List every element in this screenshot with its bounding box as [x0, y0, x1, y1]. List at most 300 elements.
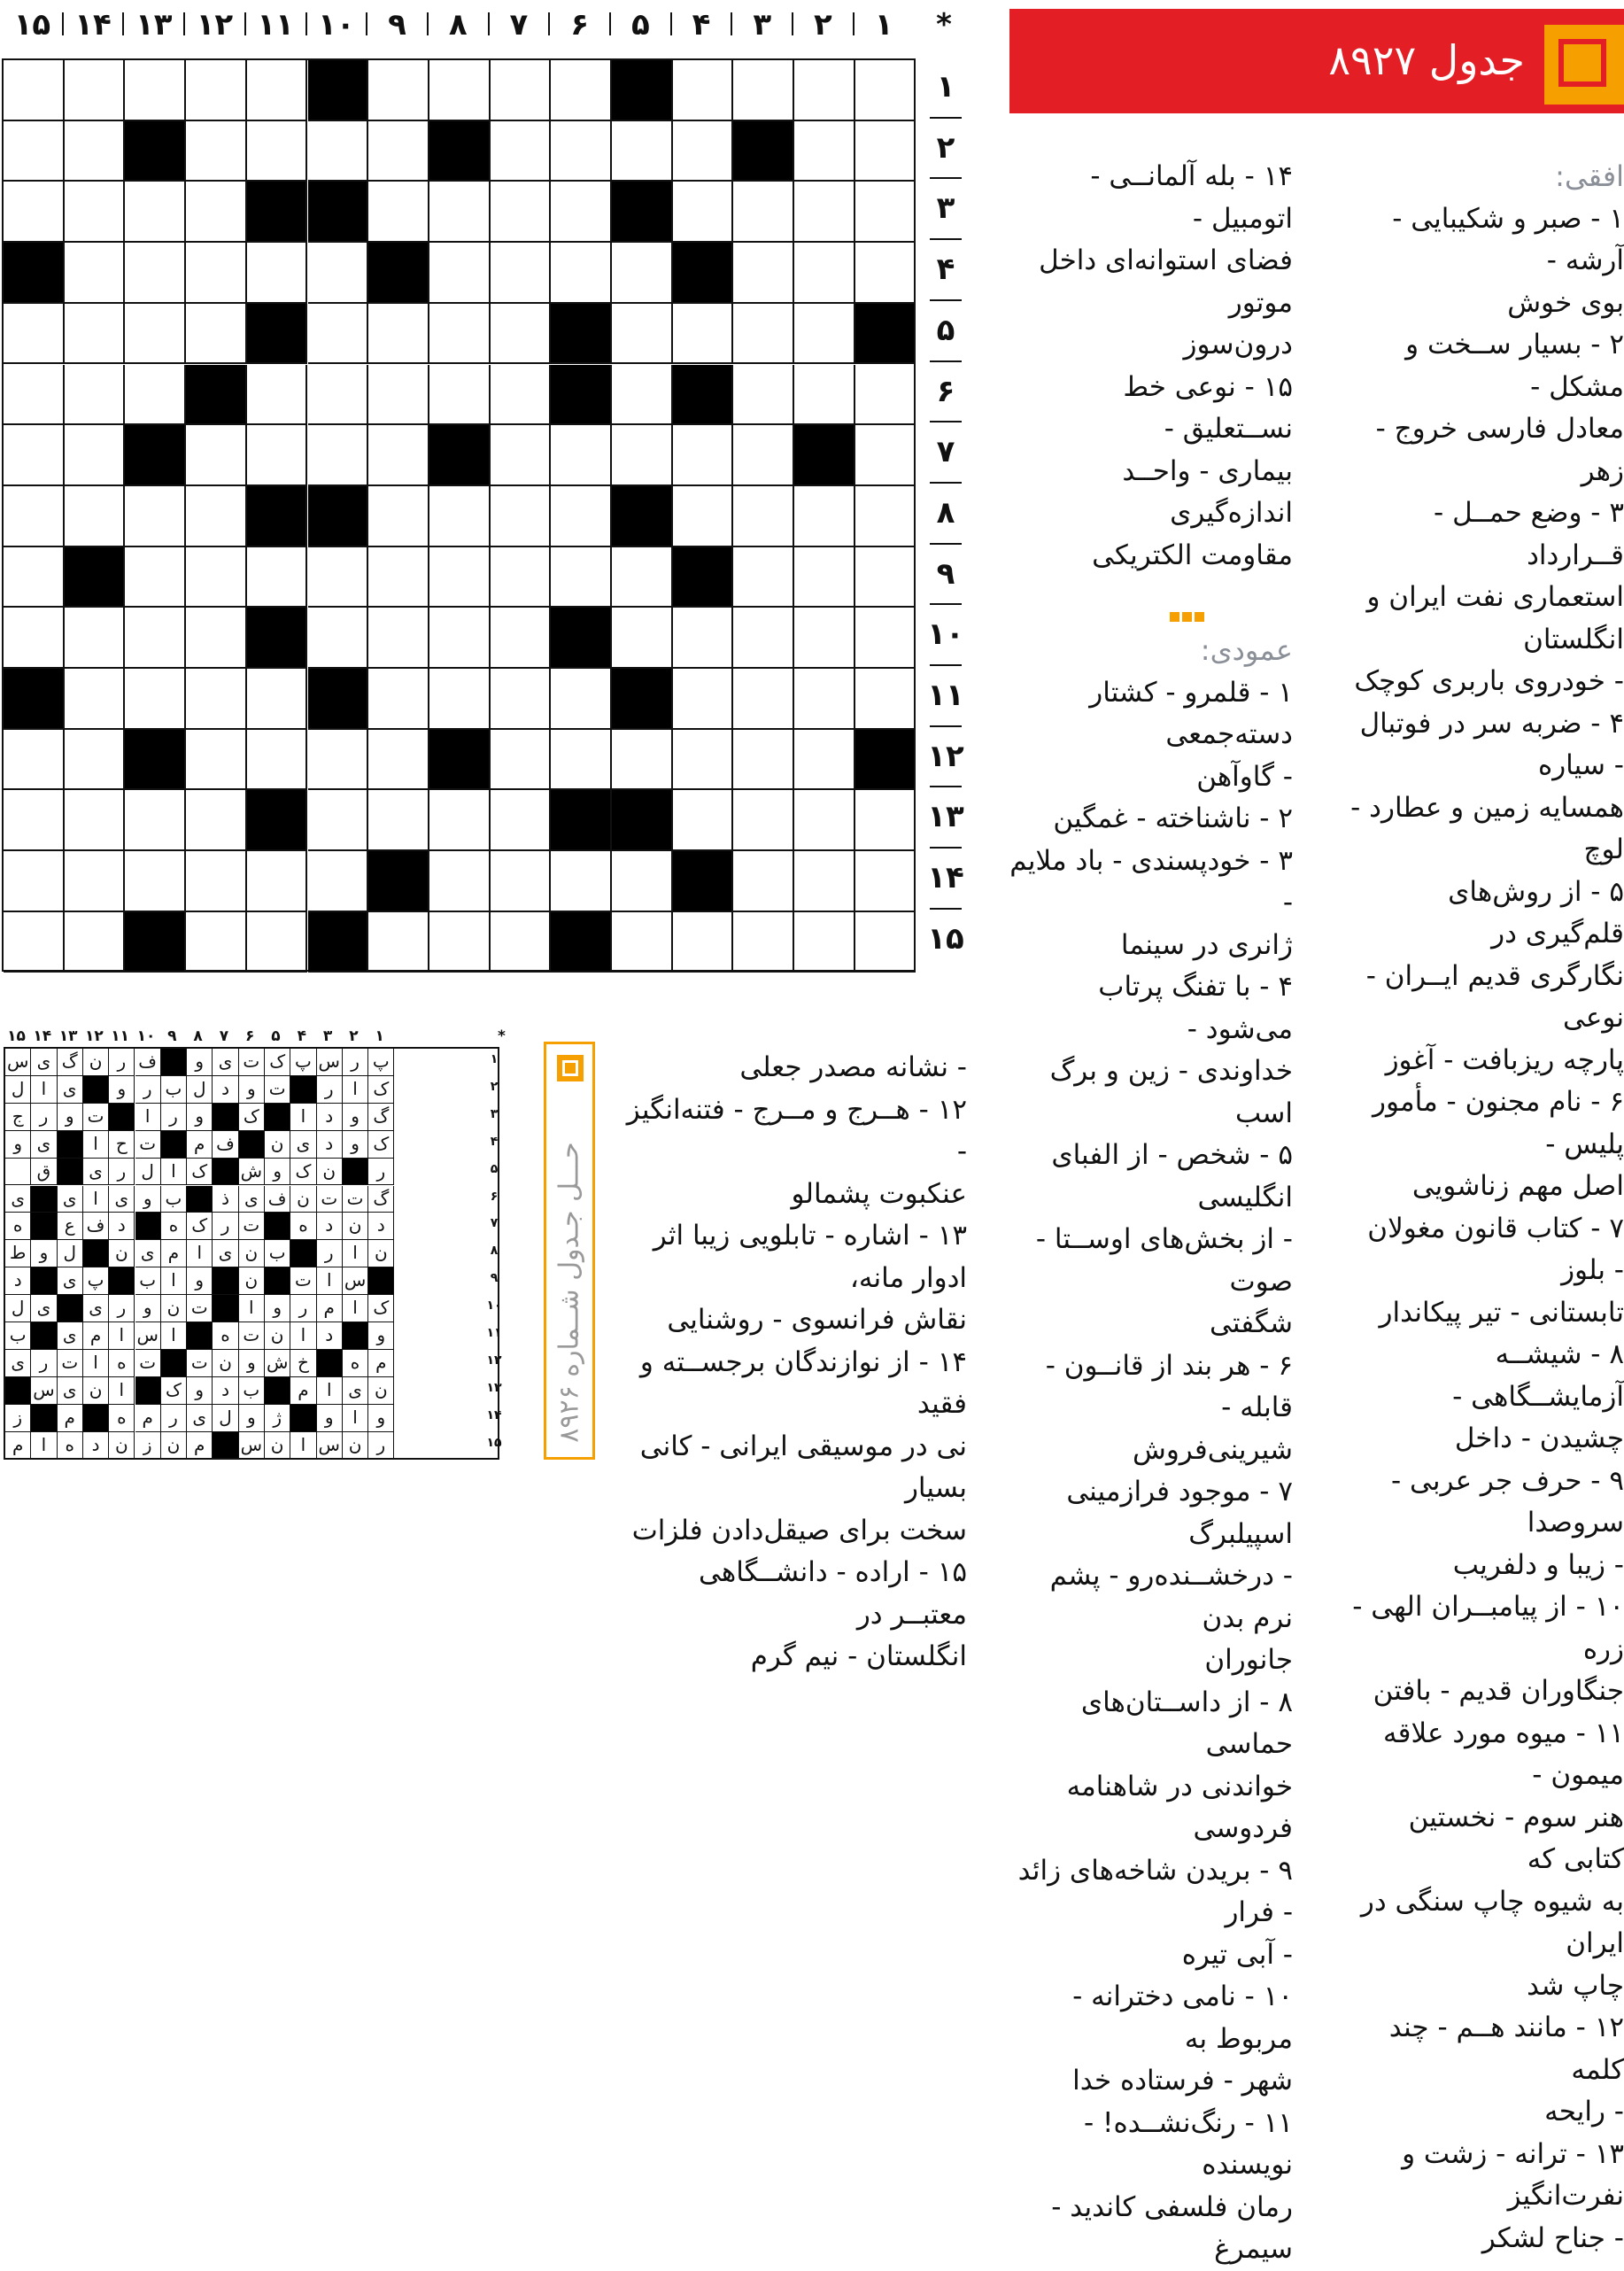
grid-cell[interactable] — [429, 851, 491, 912]
column-number: ۱۴ — [74, 7, 112, 43]
solution-column-number: ۱۱ — [111, 1027, 130, 1045]
grid-cell[interactable] — [612, 547, 673, 608]
grid-cell[interactable] — [491, 182, 552, 243]
grid-cell[interactable] — [247, 243, 308, 304]
grid-cell[interactable] — [186, 182, 247, 243]
solution-cell: ش — [239, 1159, 265, 1186]
solution-cell: ر — [213, 1213, 238, 1240]
black-cell — [855, 304, 916, 365]
grid-cell[interactable] — [612, 425, 673, 486]
grid-cell[interactable] — [308, 304, 369, 365]
grid-cell[interactable] — [612, 121, 673, 182]
solution-row-number: ۷ — [490, 1216, 499, 1231]
solution-cell: ی — [239, 1186, 265, 1213]
solution-cell: ک — [368, 1131, 394, 1159]
grid-cell[interactable] — [65, 243, 126, 304]
grid-cell[interactable] — [855, 608, 916, 669]
grid-cell[interactable] — [186, 121, 247, 182]
grid-cell[interactable] — [491, 912, 552, 973]
grid-cell[interactable] — [247, 365, 308, 426]
grid-cell[interactable] — [612, 730, 673, 791]
solution-cell: ا — [83, 1186, 109, 1213]
grid-cell[interactable] — [368, 608, 429, 669]
solution-cell: ل — [213, 1405, 238, 1432]
grid-cell[interactable] — [368, 669, 429, 730]
grid-cell[interactable] — [429, 365, 491, 426]
grid-cell[interactable] — [125, 547, 186, 608]
solution-cell: ف — [213, 1131, 238, 1159]
grid-cell[interactable] — [491, 486, 552, 547]
solution-cell: م — [161, 1240, 187, 1267]
grid-cell[interactable] — [733, 182, 794, 243]
grid-cell[interactable] — [125, 851, 186, 912]
black-cell — [429, 121, 491, 182]
grid-cell[interactable] — [794, 121, 855, 182]
solution-cell: ج — [5, 1104, 31, 1131]
black-cell — [65, 547, 126, 608]
black-cell — [429, 425, 491, 486]
grid-cell[interactable] — [612, 912, 673, 973]
grid-cell[interactable] — [855, 182, 916, 243]
grid-cell[interactable] — [855, 243, 916, 304]
black-cell — [551, 912, 612, 973]
clue-line: خداوندی - زین و برگ اسب — [1049, 1055, 1293, 1129]
grid-cell[interactable] — [125, 60, 186, 121]
grid-cell[interactable] — [65, 304, 126, 365]
solution-cell: ت — [239, 1322, 265, 1350]
grid-cell[interactable] — [368, 486, 429, 547]
solution-row-number: ۱۳ — [486, 1380, 502, 1395]
grid-cell[interactable] — [855, 425, 916, 486]
grid-cell[interactable] — [673, 608, 734, 669]
grid-cell[interactable] — [65, 425, 126, 486]
grid-cell[interactable] — [247, 669, 308, 730]
grid-cell[interactable] — [673, 486, 734, 547]
grid-cell[interactable] — [794, 60, 855, 121]
grid-cell[interactable] — [491, 121, 552, 182]
grid-cell[interactable] — [673, 60, 734, 121]
grid-cell[interactable] — [125, 365, 186, 426]
grid-cell[interactable] — [551, 243, 612, 304]
grid-cell[interactable] — [855, 851, 916, 912]
clue-line: بیماری - واحــد اندازه‌گیری — [1122, 454, 1293, 529]
solution-cell: ح — [109, 1131, 135, 1159]
grid-cell[interactable] — [247, 912, 308, 973]
grid-cell[interactable] — [125, 304, 186, 365]
down-clues-continued — [620, 1047, 967, 1678]
grid-cell[interactable] — [794, 547, 855, 608]
grid-cell[interactable] — [4, 365, 65, 426]
solution-cell: م — [368, 1350, 394, 1377]
solution-cell: م — [187, 1432, 213, 1460]
solution-cell: ن — [239, 1267, 265, 1295]
grid-cell[interactable] — [794, 365, 855, 426]
grid-cell[interactable] — [308, 547, 369, 608]
grid-cell[interactable] — [368, 912, 429, 973]
grid-cell[interactable] — [733, 365, 794, 426]
grid-cell[interactable] — [186, 60, 247, 121]
grid-cell[interactable] — [612, 851, 673, 912]
grid-cell[interactable] — [733, 790, 794, 851]
grid-cell[interactable] — [125, 486, 186, 547]
grid-cell[interactable] — [429, 243, 491, 304]
grid-cell[interactable] — [733, 425, 794, 486]
solution-cell: و — [31, 1240, 57, 1267]
grid-cell[interactable] — [855, 790, 916, 851]
grid-cell[interactable] — [551, 851, 612, 912]
grid-cell[interactable] — [733, 912, 794, 973]
solution-cell: ا — [161, 1322, 187, 1350]
clue-line: ۱۳ - ترانه - زشت و نفرت‌انگیز — [1402, 2137, 1624, 2212]
grid-cell[interactable] — [491, 730, 552, 791]
grid-cell[interactable] — [673, 121, 734, 182]
solution-cell: س — [135, 1322, 161, 1350]
grid-cell[interactable] — [247, 425, 308, 486]
grid-cell[interactable] — [247, 730, 308, 791]
grid-cell[interactable] — [4, 121, 65, 182]
clue-line: - رایحه — [1544, 2096, 1624, 2128]
clue-line: جانوران — [1204, 1644, 1293, 1676]
column-number: ۳ — [753, 7, 772, 43]
grid-cell[interactable] — [733, 486, 794, 547]
solution-row-number: ۱۱ — [486, 1326, 502, 1340]
grid-cell[interactable] — [247, 121, 308, 182]
grid-cell[interactable] — [855, 912, 916, 973]
black-cell — [186, 365, 247, 426]
solution-column-number: ۳ — [322, 1027, 333, 1045]
solution-cell: ل — [187, 1076, 213, 1104]
black-cell — [368, 243, 429, 304]
clue-line: عنکبوت پشمالو — [791, 1177, 967, 1210]
black-cell — [794, 425, 855, 486]
black-cell — [429, 730, 491, 791]
clue-line: ۶ - هر بند از قانــون - قابله - — [1045, 1349, 1293, 1423]
solution-cell: ل — [58, 1240, 83, 1267]
newspaper-logo-icon — [1544, 25, 1624, 105]
grid-cell[interactable] — [612, 304, 673, 365]
grid-cell[interactable] — [65, 182, 126, 243]
clue-line: نی در موسیقی ایرانی - کانی بسیار — [639, 1430, 967, 1504]
grid-cell[interactable] — [673, 182, 734, 243]
grid-cell[interactable] — [855, 60, 916, 121]
clue-line: شگفتی — [1210, 1307, 1293, 1339]
grid-cell[interactable] — [186, 243, 247, 304]
grid-cell[interactable] — [4, 730, 65, 791]
grid-cell[interactable] — [794, 912, 855, 973]
grid-cell[interactable] — [368, 730, 429, 791]
grid-cell[interactable] — [308, 790, 369, 851]
solution-cell: و — [265, 1159, 290, 1186]
black-cell — [551, 365, 612, 426]
grid-cell[interactable] — [794, 669, 855, 730]
grid-cell[interactable] — [186, 304, 247, 365]
solution-black-cell — [135, 1377, 161, 1405]
grid-cell[interactable] — [65, 790, 126, 851]
grid-cell[interactable] — [186, 608, 247, 669]
grid-cell[interactable] — [733, 304, 794, 365]
clue-line: مقاومت الکتریکی — [1092, 539, 1293, 571]
solution-cell: س — [239, 1432, 265, 1460]
black-cell — [612, 669, 673, 730]
clue-line: نقاش فرانسوی - روشنایی — [667, 1304, 967, 1336]
row-separator — [930, 664, 962, 666]
grid-cell[interactable] — [855, 365, 916, 426]
clue-line: ۹ - حرف جر عربی - سروصدا — [1390, 1464, 1624, 1539]
grid-cell[interactable] — [551, 669, 612, 730]
grid-cell[interactable] — [368, 365, 429, 426]
grid-cell[interactable] — [855, 669, 916, 730]
solution-cell: ن — [265, 1131, 290, 1159]
solution-cell: ا — [290, 1322, 316, 1350]
solution-row-number: ۶ — [490, 1189, 499, 1204]
grid-cell[interactable] — [612, 243, 673, 304]
grid-cell[interactable] — [65, 730, 126, 791]
solution-cell: ب — [161, 1076, 187, 1104]
grid-cell[interactable] — [429, 790, 491, 851]
grid-cell[interactable] — [368, 304, 429, 365]
solution-cell: ه — [109, 1405, 135, 1432]
grid-cell[interactable] — [186, 425, 247, 486]
clue-line: ۱۲ - مانند هــم - چند کلمه — [1388, 2011, 1624, 2086]
clue-line: شهر - فرستاده خدا — [1072, 2065, 1293, 2097]
grid-cell[interactable] — [429, 547, 491, 608]
row-separator — [930, 117, 962, 119]
grid-cell[interactable] — [733, 730, 794, 791]
grid-cell[interactable] — [125, 608, 186, 669]
grid-cell[interactable] — [4, 547, 65, 608]
solution-cell: ب — [161, 1186, 187, 1213]
solution-cell: ا — [187, 1240, 213, 1267]
grid-cell[interactable] — [491, 60, 552, 121]
solution-cell: و — [343, 1104, 368, 1131]
solution-row-number: ۱۴ — [486, 1407, 502, 1422]
solution-cell: ا — [31, 1432, 57, 1460]
grid-cell[interactable] — [65, 608, 126, 669]
grid-cell[interactable] — [429, 304, 491, 365]
solution-cell: ر — [161, 1104, 187, 1131]
solution-cell: ا — [343, 1405, 368, 1432]
grid-cell[interactable] — [308, 243, 369, 304]
solution-cell: ب — [5, 1322, 31, 1350]
grid-cell[interactable] — [491, 304, 552, 365]
grid-cell[interactable] — [4, 608, 65, 669]
grid-cell[interactable] — [612, 365, 673, 426]
solution-cell: پ — [368, 1049, 394, 1076]
grid-cell[interactable] — [4, 912, 65, 973]
grid-cell[interactable] — [551, 547, 612, 608]
solution-cell: ن — [343, 1432, 368, 1460]
grid-cell[interactable] — [65, 60, 126, 121]
grid-cell[interactable] — [491, 669, 552, 730]
solution-cell: ژ — [265, 1405, 290, 1432]
grid-cell[interactable] — [612, 608, 673, 669]
grid-cell[interactable] — [491, 851, 552, 912]
grid-cell[interactable] — [368, 182, 429, 243]
solution-cell: ر — [368, 1432, 394, 1460]
grid-cell[interactable] — [855, 486, 916, 547]
grid-cell[interactable] — [65, 365, 126, 426]
grid-cell[interactable] — [491, 243, 552, 304]
grid-cell[interactable] — [308, 365, 369, 426]
solution-column-number: ۱۳ — [58, 1027, 78, 1045]
solution-cell: ن — [161, 1295, 187, 1322]
solution-cell: ر — [161, 1405, 187, 1432]
grid-cell[interactable] — [673, 425, 734, 486]
grid-cell[interactable] — [65, 486, 126, 547]
solution-cell: ه — [109, 1350, 135, 1377]
grid-cell[interactable] — [186, 790, 247, 851]
solution-row-number: ۱۵ — [486, 1435, 502, 1450]
clue-line: نگارگری قدیم ایــران - نوعی — [1365, 959, 1624, 1034]
solution-cell: ل — [135, 1159, 161, 1186]
solution-cell: ی — [343, 1377, 368, 1405]
grid-cell[interactable] — [673, 912, 734, 973]
grid-cell[interactable] — [855, 547, 916, 608]
grid-cell[interactable] — [429, 608, 491, 669]
grid-cell[interactable] — [4, 182, 65, 243]
row-number: ۱۰ — [927, 616, 964, 653]
grid-cell[interactable] — [673, 304, 734, 365]
grid-cell[interactable] — [794, 608, 855, 669]
grid-cell[interactable] — [4, 60, 65, 121]
grid-cell[interactable] — [733, 243, 794, 304]
solution-cell: ه — [213, 1322, 238, 1350]
solution-cell: د — [317, 1104, 343, 1131]
grid-cell[interactable] — [794, 304, 855, 365]
grid-cell[interactable] — [491, 608, 552, 669]
solution-star: * — [498, 1027, 506, 1045]
clue-line: خواندنی در شاهنامه فردوسی — [1066, 1770, 1293, 1844]
grid-cell[interactable] — [429, 912, 491, 973]
grid-cell[interactable] — [368, 425, 429, 486]
grid-cell[interactable] — [247, 547, 308, 608]
grid-cell[interactable] — [368, 121, 429, 182]
grid-cell[interactable] — [247, 60, 308, 121]
grid-cell[interactable] — [551, 182, 612, 243]
grid-cell[interactable] — [125, 243, 186, 304]
grid-cell[interactable] — [551, 60, 612, 121]
black-cell — [612, 182, 673, 243]
row-number: ۱۵ — [927, 920, 964, 957]
grid-cell[interactable] — [733, 60, 794, 121]
grid-cell[interactable] — [308, 121, 369, 182]
grid-cell[interactable] — [673, 730, 734, 791]
grid-cell[interactable] — [551, 730, 612, 791]
grid-cell[interactable] — [4, 486, 65, 547]
grid-cell[interactable] — [491, 547, 552, 608]
grid-cell[interactable] — [125, 669, 186, 730]
grid-cell[interactable] — [65, 669, 126, 730]
clue-line: اصل مهم زناشویی — [1411, 1170, 1624, 1202]
grid-cell[interactable] — [186, 912, 247, 973]
clue-line: - جناح لشکر — [1481, 2221, 1624, 2254]
grid-cell[interactable] — [65, 121, 126, 182]
grid-cell[interactable] — [368, 60, 429, 121]
solution-cell: خ — [290, 1350, 316, 1377]
grid-cell[interactable] — [186, 669, 247, 730]
grid-cell[interactable] — [186, 486, 247, 547]
grid-cell[interactable] — [65, 912, 126, 973]
grid-cell[interactable] — [551, 121, 612, 182]
solution-black-cell — [161, 1350, 187, 1377]
grid-cell[interactable] — [65, 851, 126, 912]
grid-cell[interactable] — [368, 547, 429, 608]
grid-cell[interactable] — [733, 669, 794, 730]
column-number: ۱۵ — [13, 7, 51, 43]
clue-line: ۴ - ضربه سر در فوتبال - سیاره — [1359, 707, 1624, 781]
grid-cell[interactable] — [733, 547, 794, 608]
grid-cell[interactable] — [429, 182, 491, 243]
black-cell — [4, 243, 65, 304]
grid-cell[interactable] — [733, 851, 794, 912]
grid-cell[interactable] — [308, 730, 369, 791]
solution-cell: ب — [239, 1377, 265, 1405]
grid-cell[interactable] — [4, 425, 65, 486]
clue-line: ۱ - قلمرو - کشتار دسته‌جمعی — [1089, 676, 1293, 750]
grid-cell[interactable] — [794, 243, 855, 304]
grid-cell[interactable] — [794, 790, 855, 851]
solution-cell: ت — [135, 1350, 161, 1377]
grid-cell[interactable] — [551, 425, 612, 486]
grid-cell[interactable] — [491, 790, 552, 851]
solution-black-cell — [83, 1240, 109, 1267]
solution-cell: ت — [187, 1350, 213, 1377]
grid-cell[interactable] — [673, 669, 734, 730]
grid-cell[interactable] — [794, 730, 855, 791]
solution-cell: د — [213, 1377, 238, 1405]
grid-cell[interactable] — [186, 730, 247, 791]
solution-cell: ن — [83, 1049, 109, 1076]
grid-cell[interactable] — [186, 851, 247, 912]
solution-cell: ن — [368, 1377, 394, 1405]
grid-cell[interactable] — [4, 790, 65, 851]
crossword-grid[interactable] — [2, 58, 916, 972]
clue-line: پارچه ریزبافت - آغوز — [1385, 1043, 1624, 1076]
grid-cell[interactable] — [429, 60, 491, 121]
grid-cell[interactable] — [855, 121, 916, 182]
solution-black-cell — [290, 1076, 316, 1104]
grid-cell[interactable] — [125, 182, 186, 243]
grid-cell[interactable] — [794, 851, 855, 912]
grid-cell[interactable] — [491, 425, 552, 486]
solution-column-number: ۱۰ — [136, 1027, 156, 1045]
grid-cell[interactable] — [733, 608, 794, 669]
grid-cell[interactable] — [308, 425, 369, 486]
grid-cell[interactable] — [186, 547, 247, 608]
grid-cell[interactable] — [4, 851, 65, 912]
solution-row-number: ۱۰ — [486, 1298, 502, 1314]
grid-cell[interactable] — [247, 851, 308, 912]
solution-cell: ف — [265, 1186, 290, 1213]
grid-cell[interactable] — [368, 790, 429, 851]
grid-cell[interactable] — [673, 790, 734, 851]
grid-cell[interactable] — [794, 182, 855, 243]
solution-cell: ی — [58, 1076, 83, 1104]
grid-cell[interactable] — [429, 669, 491, 730]
solution-cell: ا — [239, 1295, 265, 1322]
grid-cell[interactable] — [308, 851, 369, 912]
grid-cell[interactable] — [125, 790, 186, 851]
grid-cell[interactable] — [551, 486, 612, 547]
solution-cell: ی — [213, 1049, 238, 1076]
solution-cell: ک — [368, 1295, 394, 1322]
grid-cell[interactable] — [4, 304, 65, 365]
grid-cell[interactable] — [429, 486, 491, 547]
grid-cell[interactable] — [794, 486, 855, 547]
grid-cell[interactable] — [491, 365, 552, 426]
solution-column-number: ۷ — [219, 1027, 229, 1045]
grid-cell[interactable] — [308, 608, 369, 669]
